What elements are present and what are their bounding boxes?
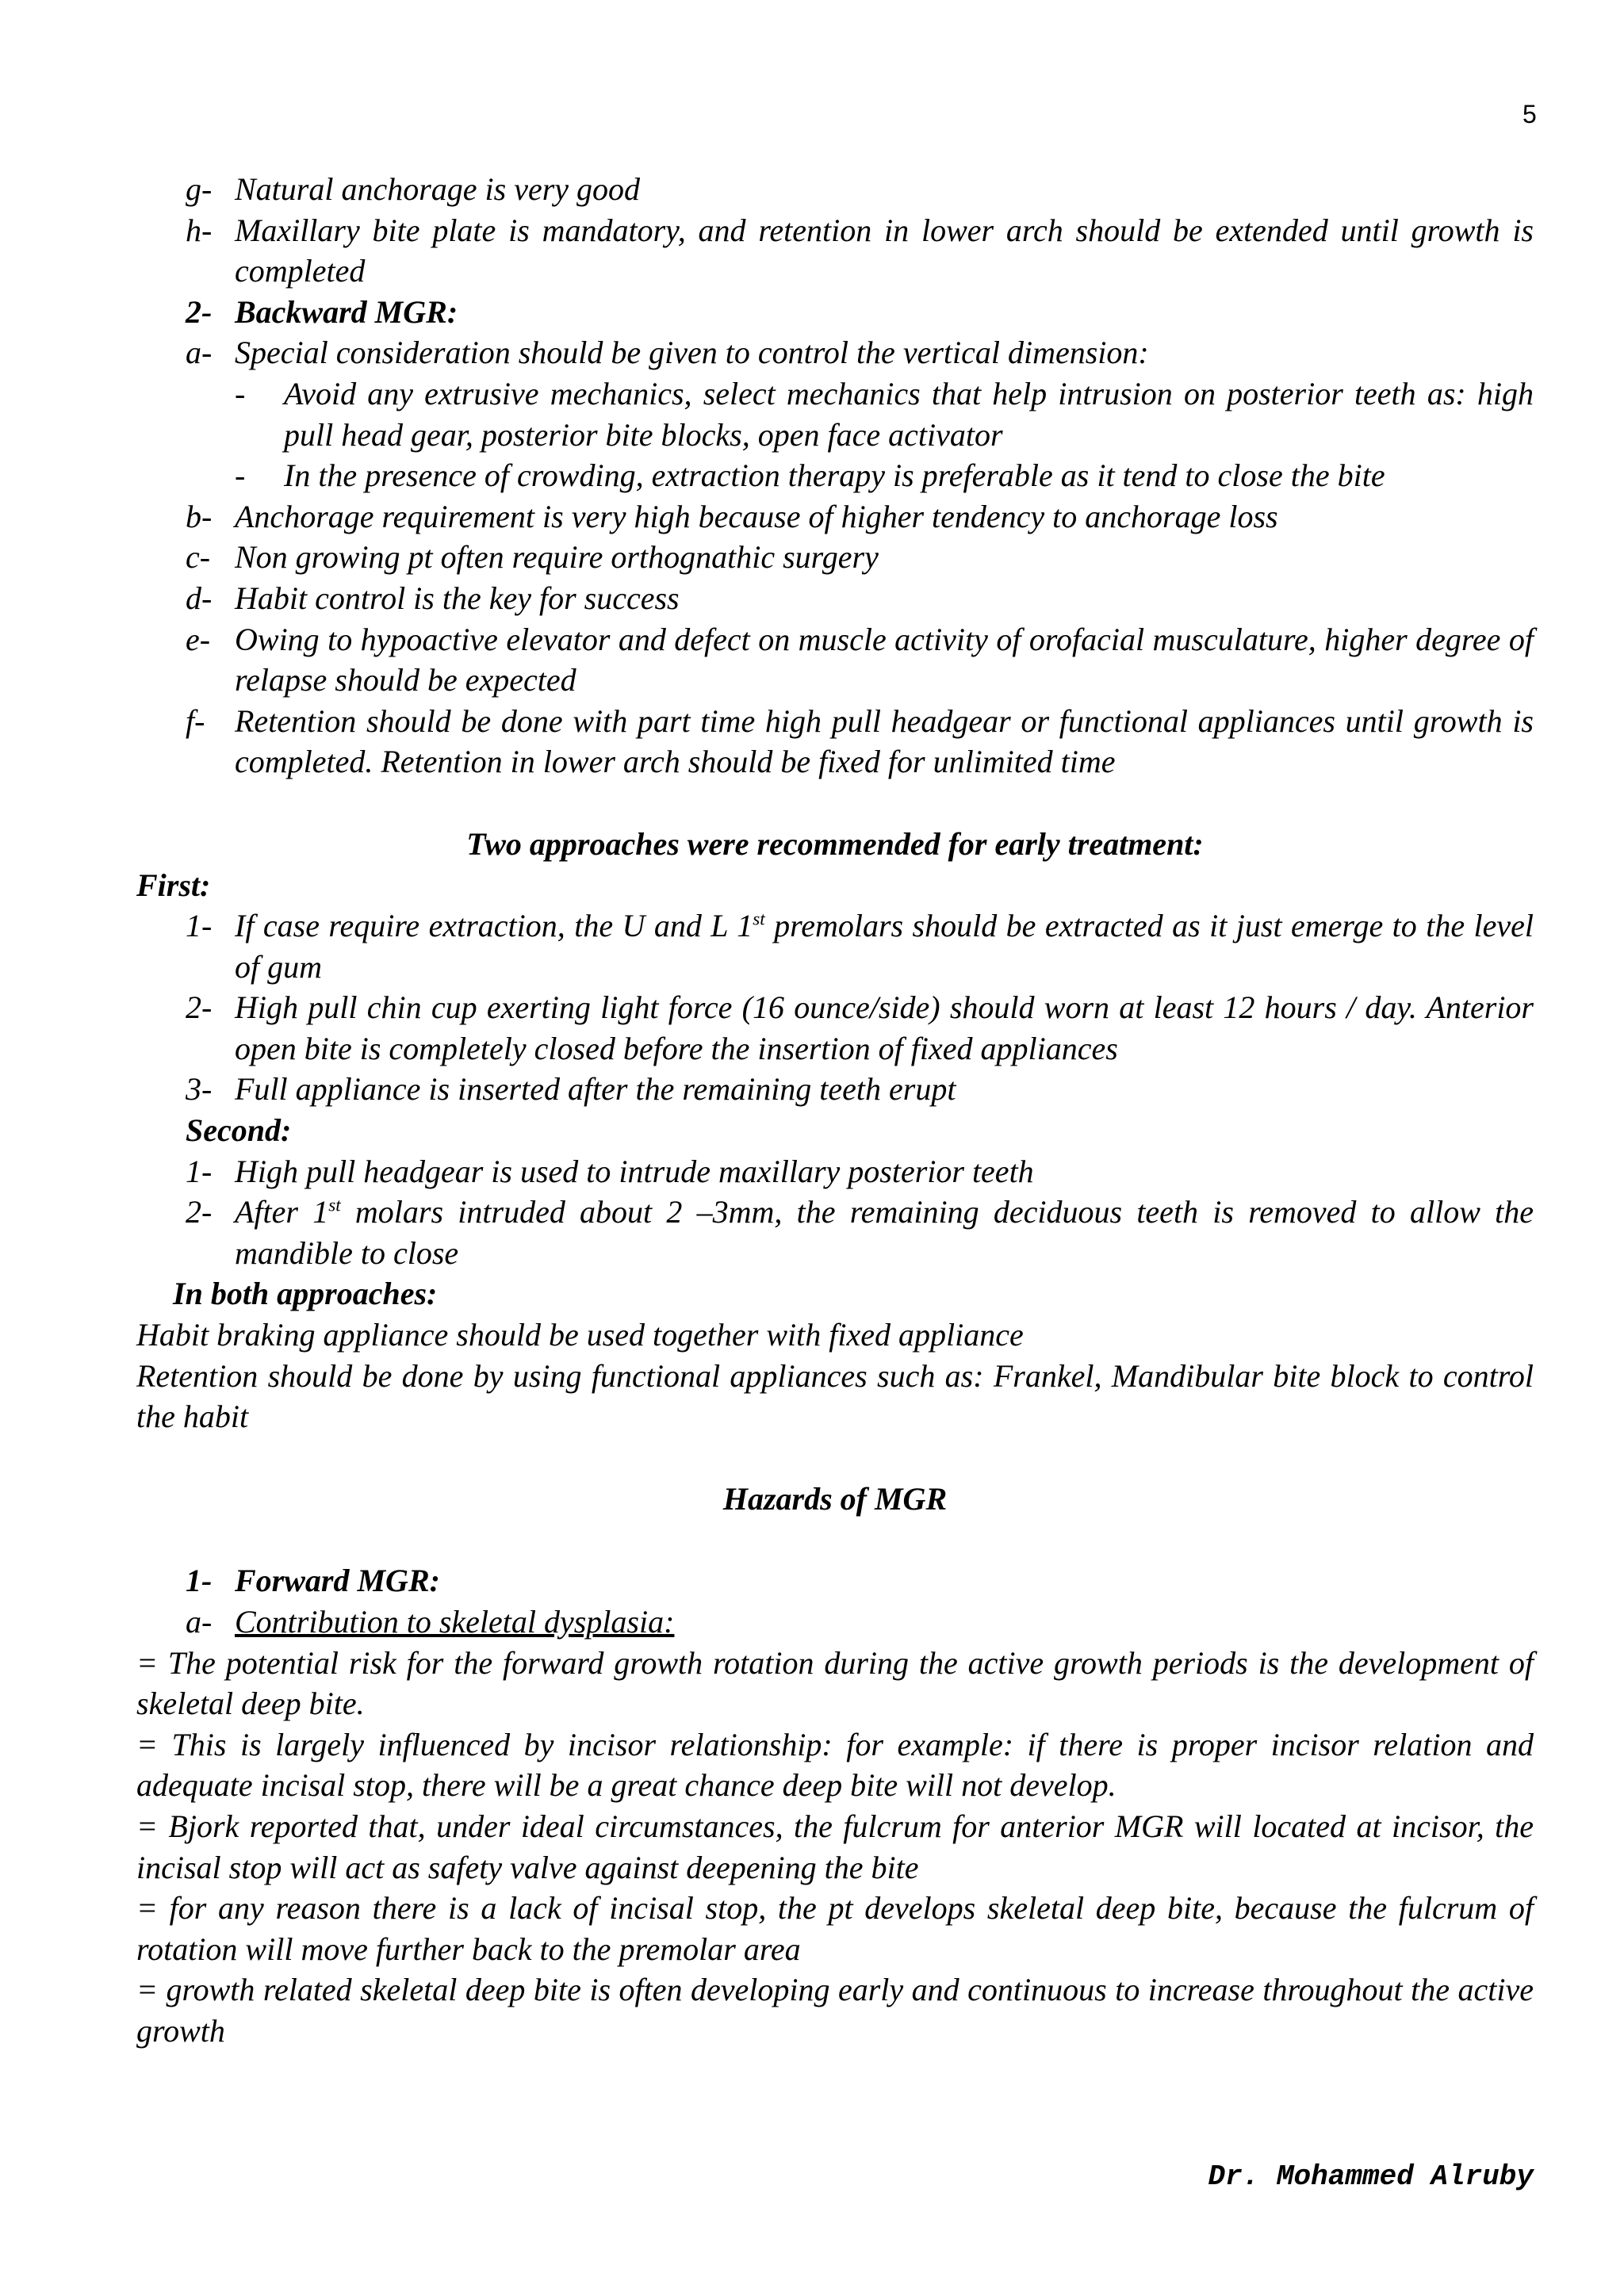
paragraph: Habit braking appliance should be used together with fixed appliance xyxy=(136,1317,1024,1353)
list-marker: f- xyxy=(186,702,205,739)
list-item xyxy=(136,619,1534,701)
list-item xyxy=(136,905,1534,987)
list-marker: 2- xyxy=(186,989,213,1026)
list-item xyxy=(136,210,1534,292)
list-text xyxy=(235,905,1534,987)
list-item xyxy=(136,578,1534,619)
list-marker: g- xyxy=(186,171,213,207)
paragraph: = Bjork reported that, under ideal circumstances, the fulcrum for anterior MGR will located at incisor, the incisal stop will act as safety valve against deepening the bite xyxy=(136,1808,1534,1885)
text-part: If case require extraction, the U and L 1 xyxy=(235,908,753,944)
sub-list-item xyxy=(136,373,1534,455)
list-text: Special consideration should be given to control the vertical dimension: xyxy=(235,335,1149,371)
list-text xyxy=(235,1601,1534,1643)
both-approaches-heading: In both approaches: xyxy=(173,1276,438,1312)
list-text: Maxillary bite plate is mandatory, and retention in lower arch should be extended until growth is completed xyxy=(235,212,1534,289)
underlined-subheading: Contribution to skeletal dysplasia: xyxy=(235,1604,675,1640)
list-marker: 2- xyxy=(186,1194,213,1230)
list-text: High pull headgear is used to intrude maxillary posterior teeth xyxy=(235,1153,1034,1189)
paragraph: = for any reason there is a lack of incisal stop, the pt develops skeletal deep bite, because the fulcrum of rotation will move further back to the premolar area xyxy=(136,1890,1534,1967)
paragraph: Retention should be done by using functional appliances such as: Frankel, Mandibular bite block to control the habit xyxy=(136,1357,1534,1435)
hazards-title: Hazards of MGR xyxy=(722,1480,948,1517)
list-marker: d- xyxy=(186,580,213,616)
list-item xyxy=(136,1069,1534,1110)
list-item xyxy=(136,1192,1534,1273)
list-text: Owing to hypoactive elevator and defect on muscle activity of orofacial musculature, higher degree of relapse should be expected xyxy=(235,621,1534,698)
paragraph: = This is largely influenced by incisor relationship: for example: if there is proper incisor relation and adequate incisal stop, there will be a great chance deep bite will not develop. xyxy=(136,1726,1534,1804)
superscript: st xyxy=(753,909,765,930)
list-item xyxy=(136,537,1534,578)
list-text: In the presence of crowding, extraction therapy is preferable as it tend to close the bite xyxy=(284,457,1385,494)
paragraph: = The potential risk for the forward growth rotation during the active growth periods is the development of skeletal deep bite. xyxy=(136,1644,1534,1722)
list-marker: a- xyxy=(186,1604,213,1640)
document-body xyxy=(136,169,1534,2052)
backward-mgr-heading xyxy=(136,292,1534,333)
sub-list-item xyxy=(136,455,1534,496)
list-marker: 3- xyxy=(186,1071,213,1108)
list-marker: e- xyxy=(186,621,211,657)
list-text: Full appliance is inserted after the remaining teeth erupt xyxy=(235,1071,956,1108)
list-text: Anchorage requirement is very high because of higher tendency to anchorage loss xyxy=(235,498,1278,534)
first-heading: First: xyxy=(136,867,211,903)
list-marker: 2- xyxy=(186,293,213,330)
list-marker: 1- xyxy=(186,908,213,944)
list-marker: - xyxy=(235,457,246,494)
paragraph: = growth related skeletal deep bite is often developing early and continuous to increase throughout the active growth xyxy=(136,1972,1534,2049)
section-heading: Forward MGR: xyxy=(235,1563,440,1599)
list-text: Habit control is the key for success xyxy=(235,580,680,616)
list-text: Non growing pt often require orthognathic surgery xyxy=(235,539,879,576)
section-heading: Backward MGR: xyxy=(235,293,458,330)
page-number: 5 xyxy=(1522,100,1537,128)
list-marker: a- xyxy=(186,335,213,371)
list-item xyxy=(136,169,1534,210)
second-heading: Second: xyxy=(186,1112,292,1149)
superscript: st xyxy=(328,1195,341,1216)
list-marker: b- xyxy=(186,498,213,534)
approaches-title: Two approaches were recommended for early treatment: xyxy=(466,825,1204,862)
text-part: premolars should be extracted as it just emerge to the level of gum xyxy=(235,908,1534,985)
list-marker: - xyxy=(235,375,246,411)
list-text: Natural anchorage is very good xyxy=(235,171,641,207)
text-part: molars intruded about 2 –3mm, the remaining deciduous teeth is removed to allow the mandible to close xyxy=(235,1194,1534,1271)
list-text: Retention should be done with part time high pull headgear or functional appliances until growth is completed. Retention in lower arch should be fixed for unlimited time xyxy=(235,702,1534,780)
list-item xyxy=(136,987,1534,1069)
list-text xyxy=(235,1192,1534,1273)
list-item xyxy=(136,332,1534,373)
list-item xyxy=(136,496,1534,538)
list-text: Avoid any extrusive mechanics, select mechanics that help intrusion on posterior teeth as: high pull head gear, posterior bite blocks, open face activator xyxy=(284,375,1534,453)
text-part: After 1 xyxy=(235,1194,329,1230)
forward-mgr-heading xyxy=(136,1560,1534,1601)
list-item xyxy=(136,1601,1534,1643)
list-marker: 1- xyxy=(186,1153,213,1189)
list-item xyxy=(136,701,1534,783)
list-item xyxy=(136,1151,1534,1192)
list-marker: h- xyxy=(186,212,213,248)
list-marker: 1- xyxy=(186,1563,213,1599)
author-footer: Dr. Mohammed Alruby xyxy=(1208,2160,1534,2193)
list-marker: c- xyxy=(186,539,211,576)
list-text: High pull chin cup exerting light force (16 ounce/side) should worn at least 12 hours / day. Anterior open bite is completely closed before the insertion of fixed appliances xyxy=(235,989,1534,1066)
